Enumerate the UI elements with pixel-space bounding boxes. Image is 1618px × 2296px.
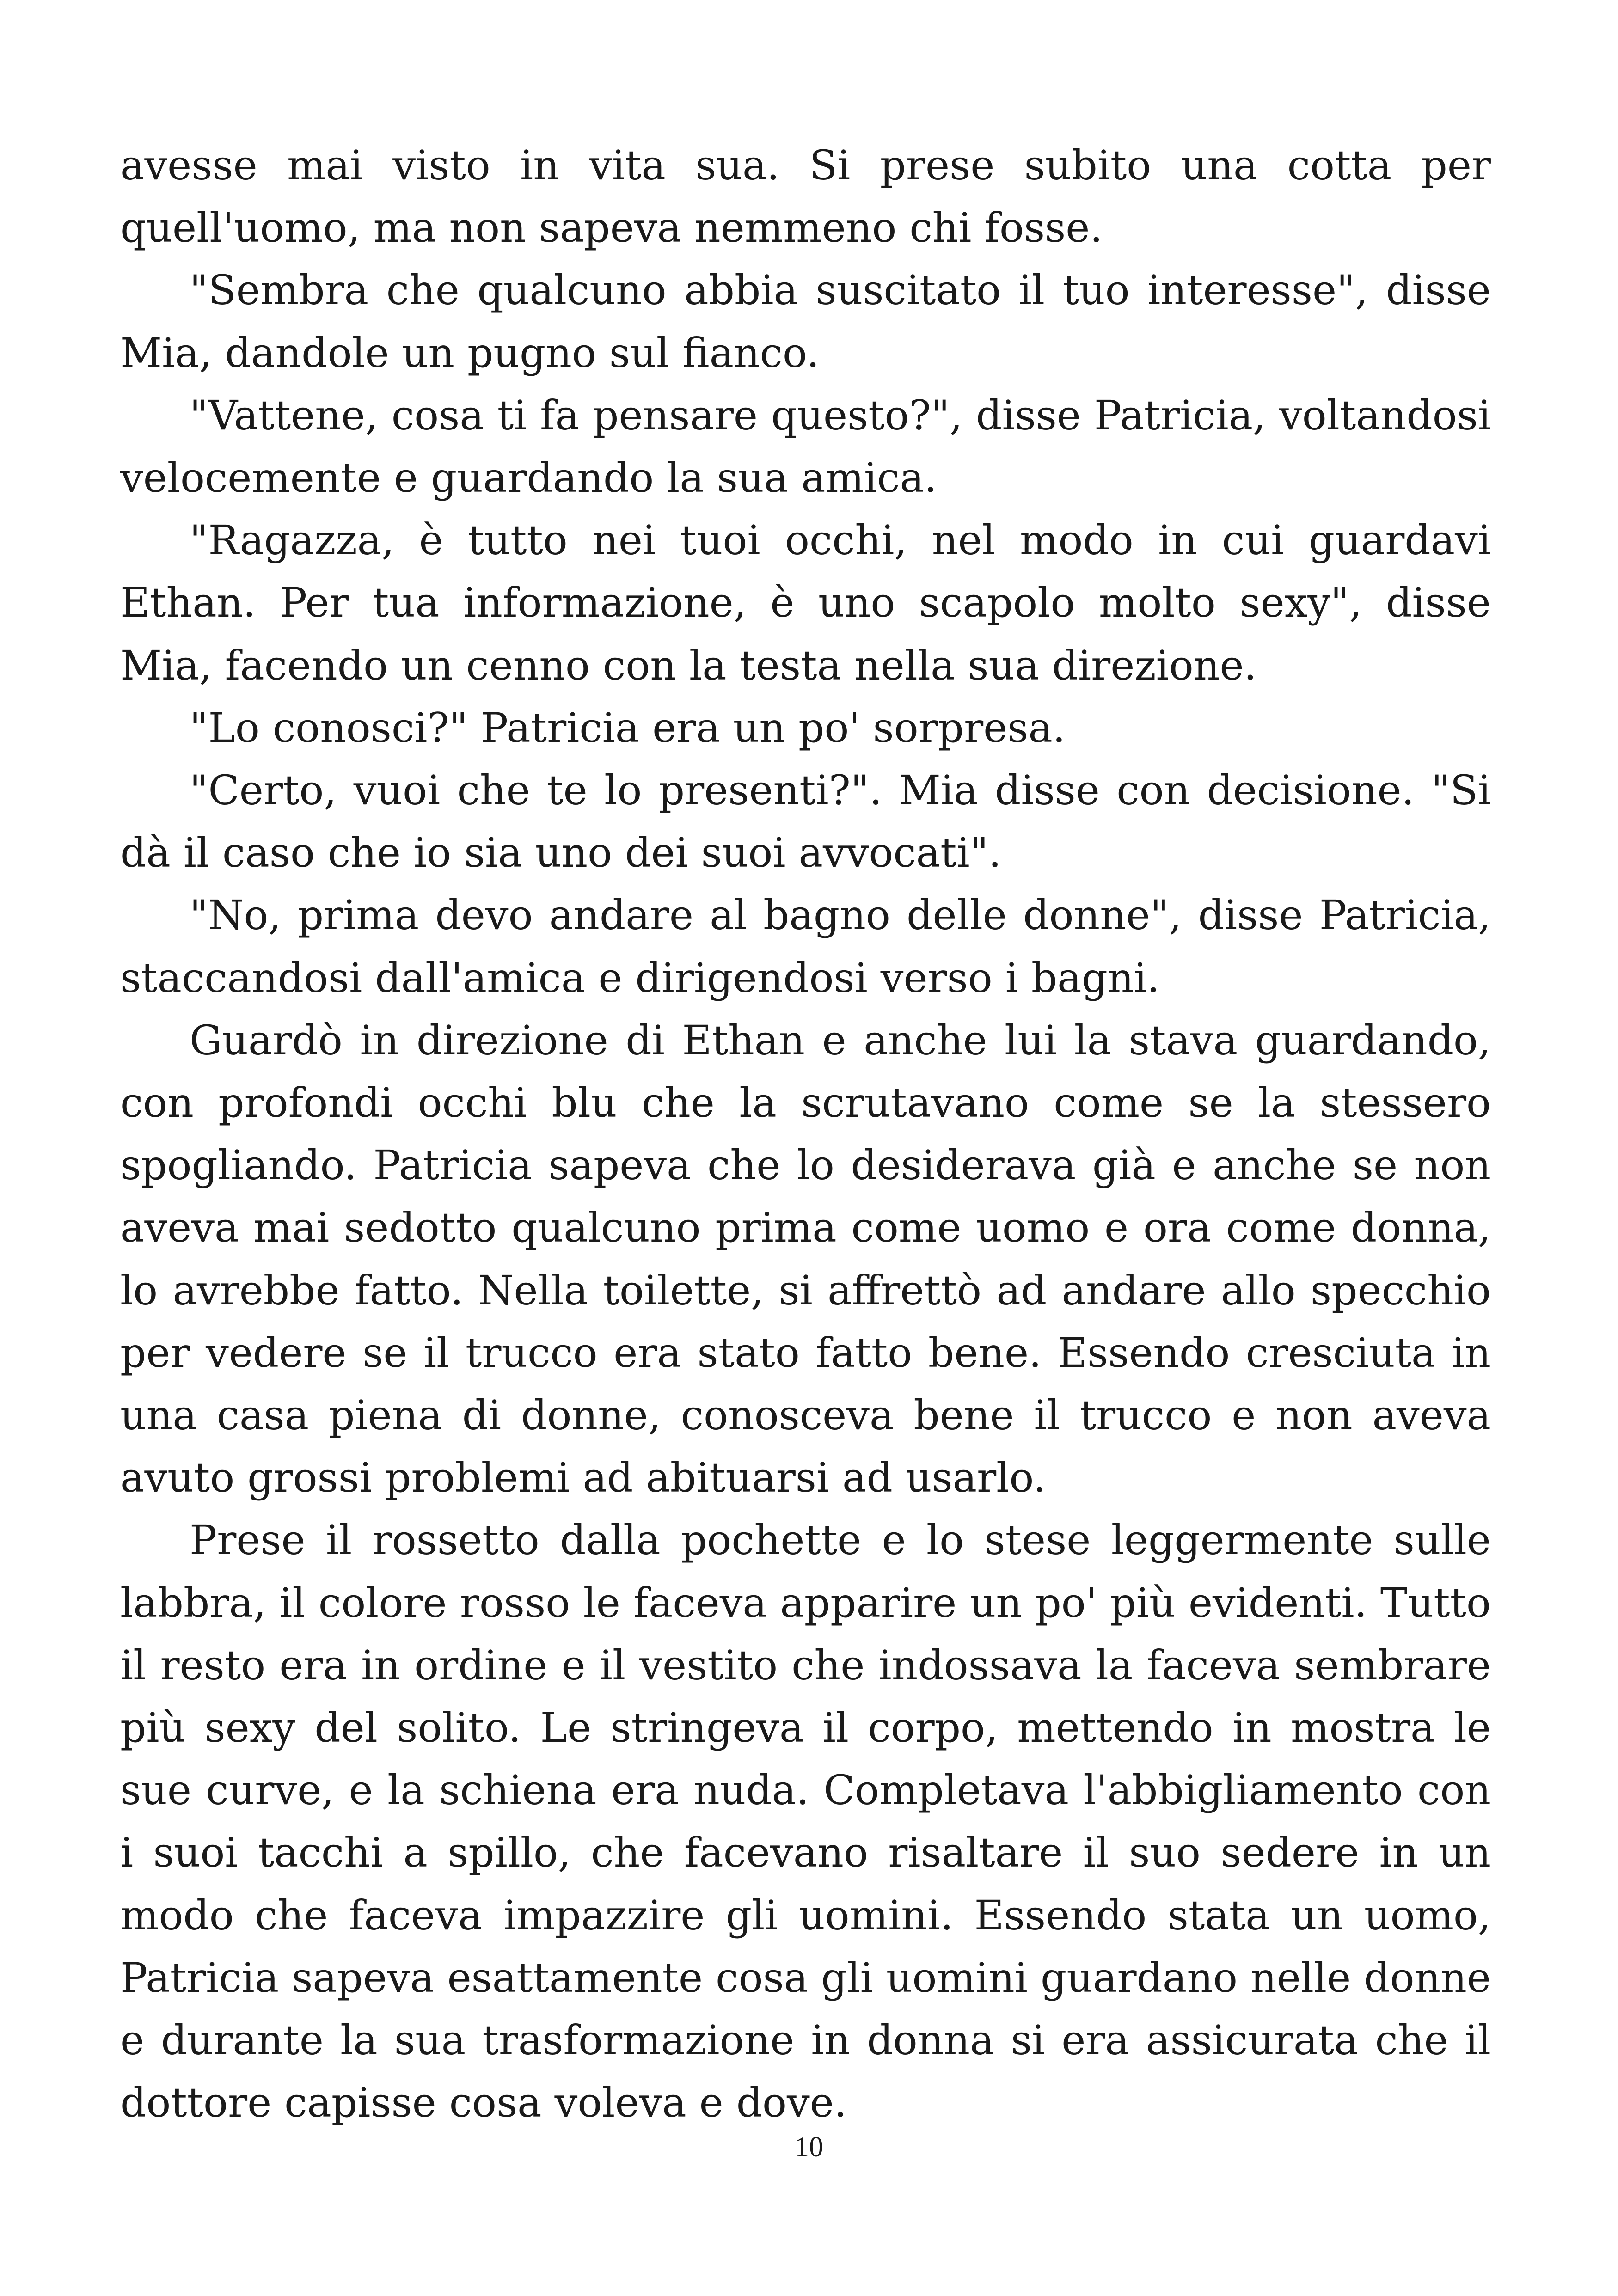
body-text — [120, 134, 1491, 2134]
paragraph-3: "Vattene, cosa ti fa pensare questo?", disse Patricia, voltandosi velocemente e guardando la sua amica. — [120, 391, 1491, 502]
paragraph-4: "Ragazza, è tutto nei tuoi occhi, nel modo in cui guardavi Ethan. Per tua informazione, è uno scapolo molto sexy", disse Mia, facendo un cenno con la testa nella sua direzione. — [120, 516, 1491, 689]
paragraph-5: "Lo conosci?" Patricia era un po' sorpresa. — [190, 704, 1066, 752]
paragraph-6: "Certo, vuoi che te lo presenti?". Mia disse con decisione. "Si dà il caso che io sia uno dei suoi avvocati". — [120, 766, 1491, 877]
paragraph-9: Prese il rossetto dalla pochette e lo stese leggermente sulle labbra, il colore rosso le faceva apparire un po' più evidenti. Tutto il resto era in ordine e il vestito che indossava la faceva sembrare più sexy del solito. Le stringeva il corpo, mettendo in mostra le sue curve, e la schiena era nuda. Completava l'abbigliamento con i suoi tacchi a spillo, che facevano risaltare il suo sedere in un modo che faceva impazzire gli uomini. Essendo stata un uomo, Patricia sapeva esattamente cosa gli uomini guardano nelle donne e durante la sua trasformazione in donna si era assicurata che il dottore capisse cosa voleva e dove. — [120, 1516, 1491, 2127]
paragraph-8: Guardò in direzione di Ethan e anche lui la stava guardando, con profondi occhi blu che la scrutavano come se la stessero spogliando. Patricia sapeva che lo desiderava già e anche se non aveva mai sedotto qualcuno prima come uomo e ora come donna, lo avrebbe fatto. Nella toilette, si affrettò ad andare allo specchio per vedere se il trucco era stato fatto bene. Essendo cresciuta in una casa piena di donne, conosceva bene il trucco e non aveva avuto grossi problemi ad abituarsi ad usarlo. — [120, 1016, 1491, 1502]
paragraph-2: "Sembra che qualcuno abbia suscitato il tuo interesse", disse Mia, dandole un pugno sul fianco. — [120, 266, 1491, 377]
paragraph-1: avesse mai visto in vita sua. Si prese subito una cotta per quell'uomo, ma non sapeva nemmeno chi fosse. — [120, 141, 1491, 252]
paragraph-7: "No, prima devo andare al bagno delle donne", disse Patricia, staccandosi dall'amica e dirigendosi verso i bagni. — [120, 891, 1491, 1002]
page-number: 10 — [795, 2131, 823, 2163]
